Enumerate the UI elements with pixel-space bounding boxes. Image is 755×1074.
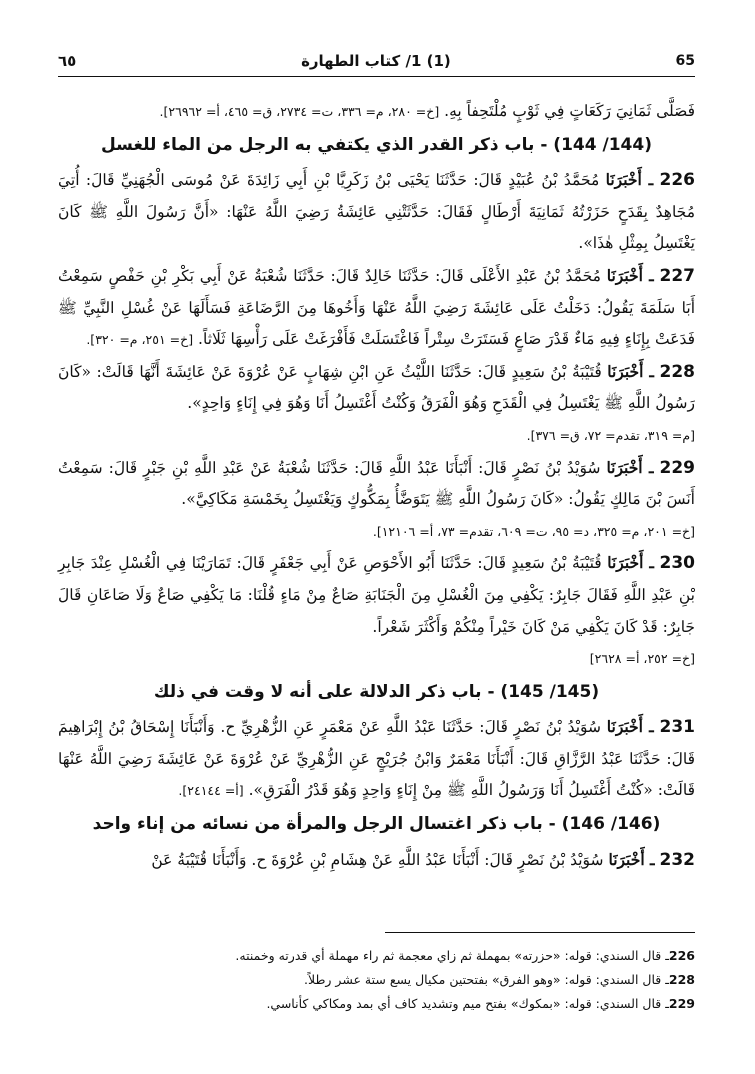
footnote-number: 226 <box>668 948 695 963</box>
hadith-text: مُحَمَّدُ بْنُ عَبْدِ الأَعْلَى قَالَ: حَدَّثَنَا خَالِدٌ قَالَ: حَدَّثَنَا شُعْبَةُ عَنْ أَبِي بَكْرِ بْنِ حَفْصٍ سَمِعْتُ أَبَا سَلَمَةَ يَقُولُ: دَخَلْتُ عَلَى عَائِشَةَ رَضِيَ اللَّهُ عَنْهَا وَأَخُوهَا مِنَ الرَّضَاعَةِ فَسَأَلَهَا عَنْ غُسْلِ النَّبِيِّ ﷺ فَدَعَتْ بِإِنَاءٍ فِيهِ مَاءٌ قَدْرَ صَاعٍ فَسَتَرَتْ سِتْراً فَاغْتَسَلَتْ فَأَفْرَغَتْ عَلَى رَأْسِهَا ثَلَاثاً. <box>58 266 695 349</box>
footnote-text: ـ قال السندي: قوله: «وهو الفرق» بفتحتين مكيال يسع ستة عشر رطلاً. <box>304 972 669 987</box>
hadith-opening: ـ أَخْبَرَنَا <box>606 265 654 285</box>
hadith-226 <box>58 164 695 260</box>
page-body <box>58 96 695 876</box>
hadith-reference: [أ= ٢٤١٤٤]. <box>178 783 244 799</box>
hadith-opening: ـ أَخْبَرَنَا <box>607 553 654 573</box>
intro-paragraph <box>58 96 695 128</box>
footnote-text: ـ قال السندي: قوله: «حزرته» بمهملة ثم زاي معجمة ثم راء مهملة أي قدرته وخمنته. <box>235 948 669 963</box>
hadith-opening: ـ أَخْبَرَنَا <box>605 170 654 190</box>
footnotes <box>58 944 695 1016</box>
hadith-227 <box>58 260 695 356</box>
hadith-231 <box>58 711 695 807</box>
hadith-number: 226 <box>659 170 695 191</box>
hadith-number: 230 <box>659 553 695 574</box>
hadith-number: 229 <box>659 457 696 478</box>
page-number-arabic: ٦٥ <box>58 52 77 70</box>
hadith-230-reference: [خ= ٢٥٢، أ= ٢٦٢٨] <box>589 651 695 667</box>
chapter-heading-146: (146/ 146) - باب ذكر اغتسال الرجل والمرأة من نسائه من إناء واحد <box>92 814 661 835</box>
hadith-opening: ـ أَخْبَرَنَا <box>606 717 654 737</box>
footnote <box>58 968 695 992</box>
footnote <box>58 944 695 968</box>
hadith-229 <box>58 452 695 516</box>
hadith-opening: ـ أَخْبَرَنَا <box>606 457 654 477</box>
footnote-text: ـ قال السندي: قوله: «بمكوك» بفتح ميم وتشديد كاف أي بمد ومكاكي كأناسي. <box>266 996 669 1011</box>
hadith-number: 231 <box>659 717 695 738</box>
hadith-text: قُتَيْبَةُ بْنُ سَعِيدٍ قَالَ: حَدَّثَنَا اللَّيْثُ عَنِ ابْنِ شِهَابٍ عَنْ عُرْوَةَ عَنْ عَائِشَةَ أَنَّهَا قَالَتْ: «كَانَ رَسُولُ اللَّهِ ﷺ يَغْتَسِلُ فِي الْقَدَحِ وَهُوَ الْفَرَقُ وَكُنْتُ أَغْتَسِلُ أَنَا وَهُوَ فِي إِنَاءٍ وَاحِدٍ». <box>58 362 695 413</box>
intro-reference: [خ= ٢٨٠، م= ٣٣٦، ت= ٢٧٣٤، ق= ٤٦٥، أ= ٢٦٩٦٢]. <box>159 104 440 119</box>
running-title: (1) 1/ كتاب الطهارة <box>301 52 451 70</box>
hadith-232 <box>58 844 695 877</box>
footnote-number: 228 <box>668 972 695 987</box>
hadith-reference: [خ= ٢٥١، م= ٣٢٠]. <box>86 332 194 348</box>
hadith-opening: ـ أَخْبَرَنَا <box>608 849 655 869</box>
hadith-text: مُحَمَّدُ بْنُ عُبَيْدٍ قَالَ: حَدَّثَنَا يَحْيَى بْنُ زَكَرِيَّا بْنِ أَبِي زَائِدَةَ عَنْ مُوسَى الْجُهَنِيِّ قَالَ: أُتِيَ مُجَاهِدٌ بِقَدَحٍ حَزَرْتُهُ ثَمَانِيَةَ أَرْطَالٍ فَقَالَ: حَدَّثَتْنِي عَائِشَةُ رَضِيَ اللَّهُ عَنْهَا: «أَنَّ رَسُولَ اللَّهِ ﷺ كَانَ يَغْتَسِلُ بِمِثْلِ هٰذَا». <box>58 171 695 253</box>
footnote <box>58 992 695 1016</box>
hadith-228-reference: [م= ٣١٩، تقدم= ٧٢، ق= ٣٧٦]. <box>526 427 695 443</box>
hadith-number: 232 <box>659 849 695 870</box>
hadith-text: سُوَيْدُ بْنُ نَصْرٍ قَالَ: حَدَّثَنَا عَبْدُ اللَّهِ عَنْ مَعْمَرٍ عَنِ الزُّهْرِيِّ ح. وَأَنْبَأَنَا إِسْحَاقُ بْنُ إِبْرَاهِيمَ قَالَ: حَدَّثَنَا عَبْدُ الرَّزَّاقِ قَالَ: أَنْبَأَنَا مَعْمَرٌ وَابْنُ جُرَيْجٍ عَنِ الزُّهْرِيِّ عَنْ عُرْوَةَ عَنْ عَائِشَةَ رَضِيَ اللَّهُ عَنْهَا قَالَتْ: «كُنْتُ أَغْتَسِلُ أَنَا وَرَسُولُ اللَّهِ ﷺ مِنْ إِنَاءٍ وَاحِدٍ وَهُوَ قَدْرُ الْفَرَقِ». <box>58 718 695 800</box>
footnote-number: 229 <box>668 996 695 1011</box>
hadith-228 <box>58 356 695 420</box>
intro-text: فَصَلَّى ثَمَانِيَ رَكَعَاتٍ فِي ثَوْبٍ مُلْتَحِفاً بِهِ. <box>444 102 695 120</box>
hadith-229-reference: [خ= ٢٠١، م= ٣٢٥، د= ٩٥، ت= ٦٠٩، تقدم= ٧٣، أ= ١٢١٠٦]. <box>372 523 695 539</box>
page-header <box>58 48 695 74</box>
chapter-heading-144: (144/ 144) - باب ذكر القدر الذي يكتفي به الرجل من الماء للغسل <box>101 134 652 155</box>
page-number: 65 <box>675 53 695 69</box>
hadith-230 <box>58 547 695 643</box>
hadith-number: 227 <box>659 265 696 286</box>
hadith-text: قُتَيْبَةُ بْنُ سَعِيدٍ قَالَ: حَدَّثَنَا أَبُو الأَحْوَصِ عَنْ أَبِي جَعْفَرٍ قَالَ: تَمَارَيْنَا فِي الْغُسْلِ عِنْدَ جَابِرِ بْنِ عَبْدِ اللَّهِ فَقَالَ جَابِرٌ: يَكْفِي مِنَ الْغُسْلِ مِنَ الْجَنَابَةِ صَاعٌ مِنْ مَاءٍ قُلْنَا: مَا يَكْفِي صَاعٌ وَلَا صَاعَانِ قَالَ جَابِرٌ: قَدْ كَانَ يَكْفِي مَنْ كَانَ خَيْراً مِنْكُمْ وَأَكْثَرَ شَعْراً. <box>58 554 695 636</box>
hadith-opening: ـ أَخْبَرَنَا <box>607 361 654 381</box>
header-divider <box>58 76 695 77</box>
hadith-number: 228 <box>659 361 695 382</box>
footnote-divider <box>385 932 695 933</box>
hadith-text: سُوَيْدُ بْنُ نَصْرٍ قَالَ: أَنْبَأَنَا عَبْدُ اللَّهِ قَالَ: حَدَّثَنَا شُعْبَةُ عَنْ عَبْدِ اللَّهِ بْنِ جَبْرٍ قَالَ: سَمِعْتُ أَنَسَ بْنَ مَالِكٍ يَقُولُ: «كَانَ رَسُولُ اللَّهِ ﷺ يَتَوَضَّأُ بِمَكُّوكٍ وَيَغْتَسِلُ بِخَمْسَةِ مَكَاكِيَّ». <box>58 458 695 509</box>
chapter-heading-145: (145/ 145) - باب ذكر الدلالة على أنه لا وقت في ذلك <box>153 681 600 702</box>
hadith-text: سُوَيْدُ بْنُ نَصْرٍ قَالَ: أَنْبَأَنَا عَبْدُ اللَّهِ عَنْ هِشَامِ بْنِ عُرْوَةَ ح. وَأَنْبَأَنَا قُتَيْبَةُ عَنْ <box>151 850 604 869</box>
